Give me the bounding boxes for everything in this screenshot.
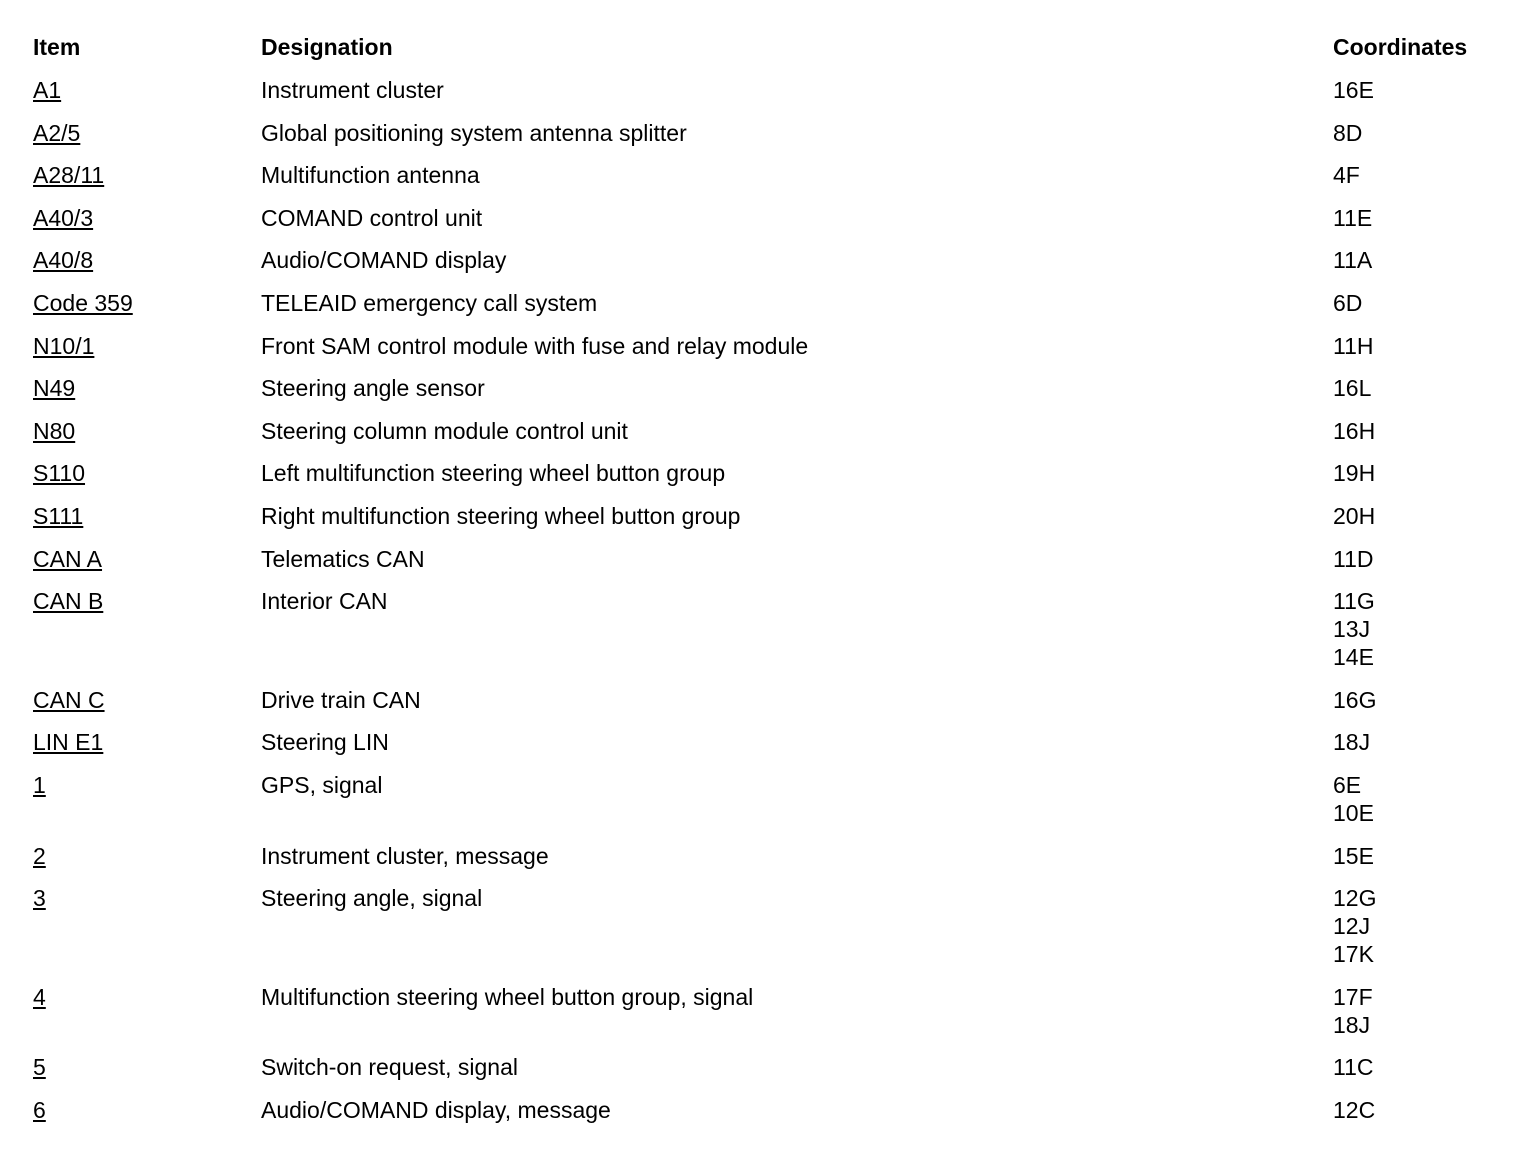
coordinate-value: 6D [1333, 289, 1363, 316]
designation-cell: Left multifunction steering wheel button group [261, 460, 726, 487]
table-row [33, 417, 1493, 445]
coordinates-cell [1333, 842, 1493, 870]
coordinates-cell [1333, 459, 1493, 487]
coordinate-value: 11C [1333, 1054, 1374, 1081]
item-link[interactable]: CAN B [33, 588, 104, 615]
item-link[interactable]: 6 [33, 1096, 46, 1123]
item-cell [33, 459, 261, 487]
table-row [33, 842, 1493, 870]
coordinates-cell [1333, 771, 1493, 827]
table-row [33, 502, 1493, 530]
item-link[interactable]: 2 [33, 842, 46, 869]
item-link[interactable]: 5 [33, 1054, 46, 1081]
item-cell [33, 842, 261, 870]
item-cell [33, 771, 261, 799]
item-cell [33, 983, 261, 1011]
item-link[interactable]: A40/3 [33, 204, 94, 231]
coordinates-cell [1333, 1096, 1493, 1124]
table-row [33, 1053, 1493, 1081]
item-cell [33, 289, 261, 317]
item-link[interactable]: A1 [33, 77, 62, 103]
coordinates-cell [1333, 76, 1493, 104]
coordinate-value: 13J [1333, 616, 1371, 643]
item-cell [33, 374, 261, 402]
coordinate-value: 12C [1333, 1096, 1376, 1123]
designation-cell: Multifunction steering wheel button group, signal [261, 983, 754, 1010]
designation-cell: Multifunction antenna [261, 162, 480, 189]
coordinates-cell [1333, 204, 1493, 232]
designation-cell: GPS, signal [261, 771, 383, 798]
coordinate-value: 17F [1333, 983, 1373, 1010]
coordinate-value: 16G [1333, 686, 1377, 713]
coordinate-value: 20H [1333, 502, 1376, 529]
header-item: Item [33, 34, 81, 60]
header-row [33, 33, 1493, 61]
item-link[interactable]: N49 [33, 375, 76, 402]
item-link[interactable]: CAN A [33, 545, 103, 572]
item-cell [33, 76, 261, 104]
designation-cell: Audio/COMAND display [261, 247, 507, 274]
item-cell [33, 417, 261, 445]
coordinates-cell [1333, 983, 1493, 1039]
item-cell [33, 884, 261, 912]
item-link[interactable]: Code 359 [33, 289, 133, 316]
designation-cell: Steering column module control unit [261, 417, 628, 444]
table-row [33, 204, 1493, 232]
item-cell [33, 332, 261, 360]
item-cell [33, 1053, 261, 1081]
table-row [33, 587, 1493, 671]
item-link[interactable]: S111 [33, 502, 84, 529]
designation-cell: Instrument cluster [261, 77, 444, 103]
item-link[interactable]: N80 [33, 417, 76, 444]
coordinate-value: 18J [1333, 1011, 1371, 1038]
table-row [33, 246, 1493, 274]
item-link[interactable]: A2/5 [33, 119, 81, 146]
item-link[interactable]: 4 [33, 983, 46, 1010]
coordinates-cell [1333, 374, 1493, 402]
table-row [33, 771, 1493, 827]
designation-cell: Drive train CAN [261, 686, 421, 713]
item-cell [33, 204, 261, 232]
designation-cell: Steering angle, signal [261, 885, 483, 912]
item-cell [33, 587, 261, 615]
coordinate-value: 16L [1333, 375, 1372, 402]
item-link[interactable]: 3 [33, 885, 46, 912]
table-row [33, 374, 1493, 402]
item-link[interactable]: CAN C [33, 686, 105, 713]
item-link[interactable]: LIN E1 [33, 729, 104, 756]
table-row [33, 119, 1493, 147]
table-row [33, 332, 1493, 360]
coordinate-value: 10E [1333, 799, 1374, 826]
coordinate-value: 12G [1333, 885, 1377, 912]
table-row [33, 545, 1493, 573]
coordinates-cell [1333, 161, 1493, 189]
coordinate-value: 11H [1333, 332, 1374, 359]
coordinate-value: 8D [1333, 119, 1363, 146]
designation-cell: Switch-on request, signal [261, 1054, 518, 1081]
designation-cell: Global positioning system antenna splitter [261, 119, 687, 146]
coordinate-value: 16E [1333, 77, 1374, 103]
designation-cell: Steering angle sensor [261, 375, 485, 402]
coordinates-cell [1333, 119, 1493, 147]
designation-cell: Right multifunction steering wheel button group [261, 502, 741, 529]
table-body [33, 76, 1493, 1124]
item-link[interactable]: N10/1 [33, 332, 95, 359]
item-cell [33, 246, 261, 274]
table-row [33, 983, 1493, 1039]
item-cell [33, 686, 261, 714]
legend-table [33, 33, 1493, 1138]
item-link[interactable]: A40/8 [33, 247, 94, 274]
designation-cell: TELEAID emergency call system [261, 289, 598, 316]
designation-cell: Steering LIN [261, 729, 389, 756]
item-link[interactable]: A28/11 [33, 162, 105, 189]
coordinate-value: 18J [1333, 729, 1371, 756]
header-coordinates: Coordinates [1333, 34, 1468, 60]
table-row [33, 289, 1493, 317]
coordinate-value: 11G [1333, 588, 1375, 615]
table-row [33, 686, 1493, 714]
item-cell [33, 119, 261, 147]
item-cell [33, 161, 261, 189]
coordinates-cell [1333, 246, 1493, 274]
table-row [33, 1096, 1493, 1124]
coordinates-cell [1333, 332, 1493, 360]
coordinates-cell [1333, 728, 1493, 756]
table-row [33, 884, 1493, 968]
table-row [33, 76, 1493, 104]
table-row [33, 459, 1493, 487]
coordinate-value: 11D [1333, 545, 1374, 572]
item-cell [33, 502, 261, 530]
coordinates-cell [1333, 289, 1493, 317]
coordinate-value: 11A [1333, 247, 1373, 274]
coordinate-value: 6E [1333, 771, 1362, 798]
coordinates-cell [1333, 545, 1493, 573]
coordinates-cell [1333, 884, 1493, 968]
item-link[interactable]: 1 [33, 771, 46, 798]
designation-cell: Audio/COMAND display, message [261, 1096, 611, 1123]
item-cell [33, 545, 261, 573]
designation-cell: Instrument cluster, message [261, 842, 549, 869]
coordinates-cell [1333, 587, 1493, 671]
table-row [33, 161, 1493, 189]
coordinate-value: 11E [1333, 204, 1373, 231]
coordinate-value: 14E [1333, 644, 1374, 671]
coordinate-value: 4F [1333, 162, 1360, 189]
item-link[interactable]: S110 [33, 460, 86, 487]
designation-cell: Telematics CAN [261, 545, 425, 572]
coordinates-cell [1333, 686, 1493, 714]
table-row [33, 728, 1493, 756]
designation-cell: Interior CAN [261, 588, 388, 615]
coordinates-cell [1333, 502, 1493, 530]
header-designation: Designation [261, 34, 393, 60]
coordinate-value: 16H [1333, 417, 1376, 444]
coordinates-cell [1333, 417, 1493, 445]
coordinate-value: 12J [1333, 913, 1371, 940]
coordinate-value: 17K [1333, 941, 1374, 968]
designation-cell: COMAND control unit [261, 204, 483, 231]
coordinate-value: 15E [1333, 842, 1374, 869]
coordinates-cell [1333, 1053, 1493, 1081]
item-cell [33, 728, 261, 756]
coordinate-value: 19H [1333, 460, 1376, 487]
item-cell [33, 1096, 261, 1124]
designation-cell: Front SAM control module with fuse and relay module [261, 332, 809, 359]
